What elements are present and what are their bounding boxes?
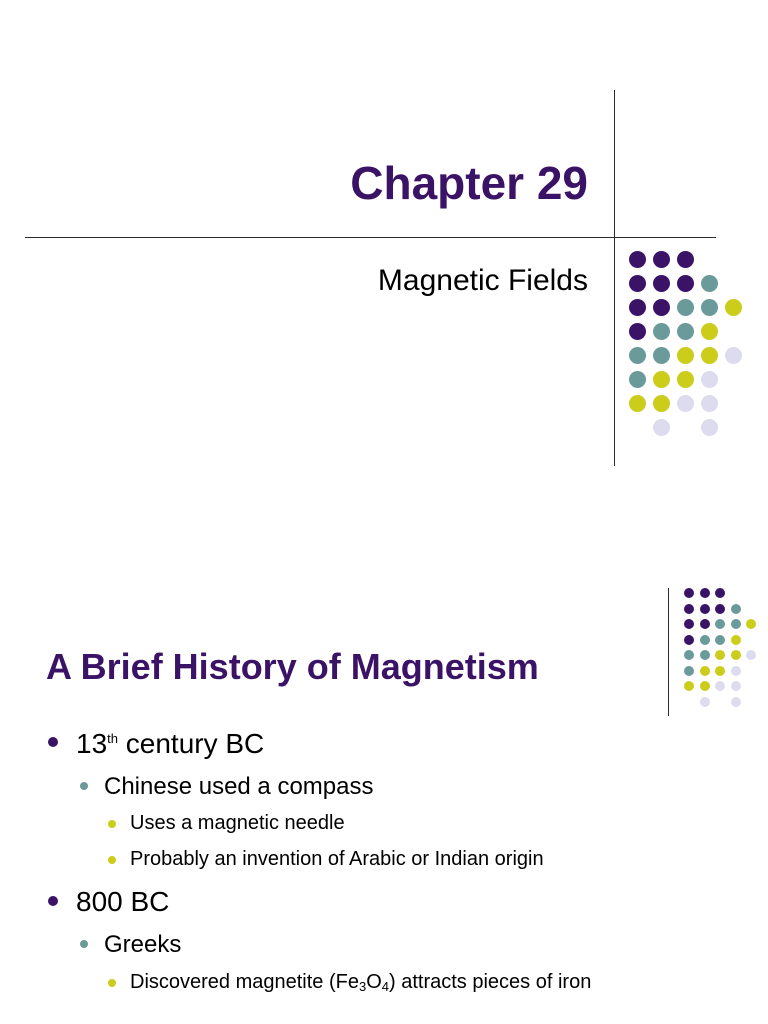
bullet-level1 [76,728,264,760]
decorative-dot [701,275,718,292]
decorative-dot [715,666,725,676]
decorative-dot [629,275,646,292]
decorative-dot [715,619,725,629]
bullet-level2: Greeks [104,931,182,958]
decorative-dot [731,604,741,614]
decorative-dot [701,347,718,364]
subscript: 3 [358,979,367,994]
decorative-dot [701,395,718,412]
decorative-dot [677,275,694,292]
decorative-dot [700,681,710,691]
decorative-dot [746,650,756,660]
decorative-dot [684,681,694,691]
decorative-dot [731,635,741,645]
decorative-dot [653,371,670,388]
vertical-divider [614,90,615,466]
bullet-text: 13 [76,728,108,759]
decorative-dot [684,619,694,629]
decorative-dot [653,395,670,412]
decorative-dot [684,604,694,614]
decorative-dot [715,681,725,691]
decorative-dot [629,347,646,364]
decorative-dot [700,666,710,676]
bullet-dot [48,737,58,747]
decorative-dot [715,604,725,614]
decorative-dot [715,635,725,645]
decorative-dot [684,666,694,676]
decorative-dot [700,619,710,629]
decorative-dot [700,697,710,707]
subscript: 4 [381,979,390,994]
decorative-dot [629,395,646,412]
decorative-dot [700,588,710,598]
bullet-level1: 800 BC [76,886,170,917]
decorative-dot [629,251,646,268]
bullet-dot [108,820,116,828]
decorative-dot [653,323,670,340]
content-slide [0,512,768,1024]
decorative-dot [677,323,694,340]
decorative-dot [629,371,646,388]
bullet-text: century BC [118,728,265,759]
decorative-dot [700,650,710,660]
decorative-dot [684,650,694,660]
decorative-dot [715,588,725,598]
decorative-dot [731,697,741,707]
decorative-dot [653,251,670,268]
bullet-level2: Chinese used a compass [104,773,374,800]
bullet-dot [80,940,88,948]
decorative-dot [725,299,742,316]
bullet-level3: Uses a magnetic needle [130,812,345,834]
decorative-dot [629,299,646,316]
bullet-dot [108,856,116,864]
decorative-dot [701,299,718,316]
bullet-dot [80,782,88,790]
decorative-dot [731,650,741,660]
decorative-dot [677,251,694,268]
bullet-dot [48,896,58,906]
decorative-dot [677,371,694,388]
slide-title: A Brief History of Magnetism [46,646,539,687]
bullet-level3 [130,971,591,994]
decorative-dot [701,419,718,436]
decorative-dot [700,604,710,614]
superscript: th [107,731,118,746]
decorative-dot [731,619,741,629]
bullet-level3: Probably an invention of Arabic or Indian origin [130,848,544,870]
decorative-dot [701,371,718,388]
decorative-dot [677,299,694,316]
decorative-dot [700,635,710,645]
decorative-dot [731,681,741,691]
decorative-dot [653,275,670,292]
vertical-divider [668,588,669,716]
decorative-dot [653,299,670,316]
decorative-dot [653,419,670,436]
bullet-text: O [366,971,382,993]
decorative-dot [731,666,741,676]
decorative-dot [677,347,694,364]
horizontal-divider [25,237,716,238]
decorative-dot [746,619,756,629]
decorative-dot [715,650,725,660]
bullet-text: Discovered magnetite (Fe [130,971,359,993]
page-title: Chapter 29 [350,157,588,209]
bullet-text: ) attracts pieces of iron [389,971,592,993]
decorative-dot [725,347,742,364]
decorative-dot [653,347,670,364]
page-subtitle: Magnetic Fields [377,264,588,297]
decorative-dot [684,635,694,645]
decorative-dot [701,323,718,340]
decorative-dot [629,323,646,340]
decorative-dot [684,588,694,598]
decorative-dot [677,395,694,412]
bullet-dot [108,979,116,987]
